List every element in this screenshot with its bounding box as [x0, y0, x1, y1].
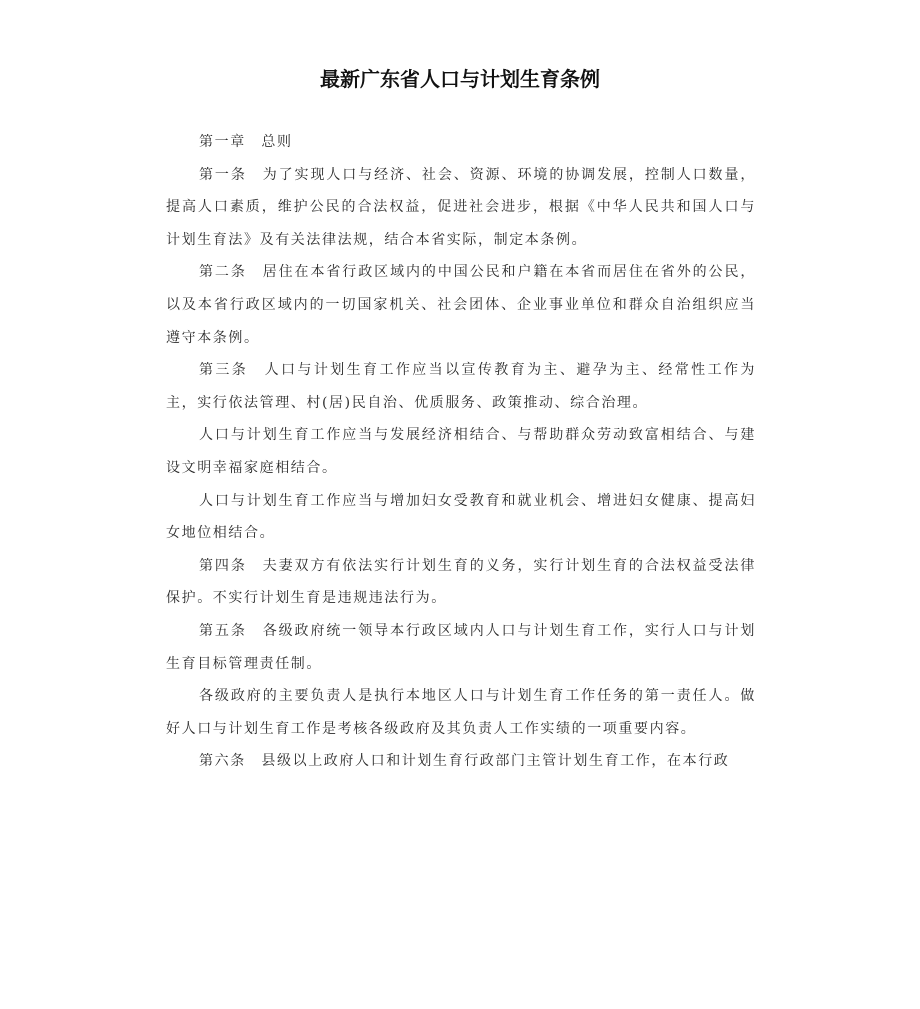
chapter-heading: 第一章 总则	[199, 134, 293, 150]
article-paragraph: 第五条 各级政府统一领导本行政区域内人口与计划生育工作，实行人口与计划生育目标管理责任制。	[166, 622, 756, 672]
article-paragraph: 第二条 居住在本省行政区域内的中国公民和户籍在本省而居住在省外的公民，以及本省行政区域内的一切国家机关、社会团体、企业事业单位和群众自治组织应当遵守本条例。	[166, 264, 756, 346]
article-paragraph: 第一条 为了实现人口与经济、社会、资源、环境的协调发展，控制人口数量，提高人口素质，维护公民的合法权益，促进社会进步，根据《中华人民共和国人口与计划生育法》及有关法律法规，结合本省实际，制定本条例。	[166, 166, 756, 248]
article-paragraph: 第六条 县级以上政府人口和计划生育行政部门主管计划生育工作，在本行政	[199, 753, 730, 770]
article-paragraph: 各级政府的主要负责人是执行本地区人口与计划生育工作任务的第一责任人。做好人口与计划生育工作是考核各级政府及其负责人工作实绩的一项重要内容。	[166, 688, 756, 737]
document-title: 最新广东省人口与计划生育条例	[320, 67, 600, 91]
article-paragraph: 第三条 人口与计划生育工作应当以宣传教育为主、避孕为主、经常性工作为主，实行依法管理、村(居)民自治、优质服务、政策推动、综合治理。	[166, 362, 756, 411]
article-paragraph: 第四条 夫妻双方有依法实行计划生育的义务，实行计划生育的合法权益受法律保护。不实行计划生育是违规违法行为。	[166, 557, 756, 607]
article-paragraph: 人口与计划生育工作应当与增加妇女受教育和就业机会、增进妇女健康、提高妇女地位相结合。	[166, 492, 756, 542]
article-paragraph: 人口与计划生育工作应当与发展经济相结合、与帮助群众劳动致富相结合、与建设文明幸福家庭相结合。	[166, 427, 756, 476]
document-body	[166, 126, 756, 778]
